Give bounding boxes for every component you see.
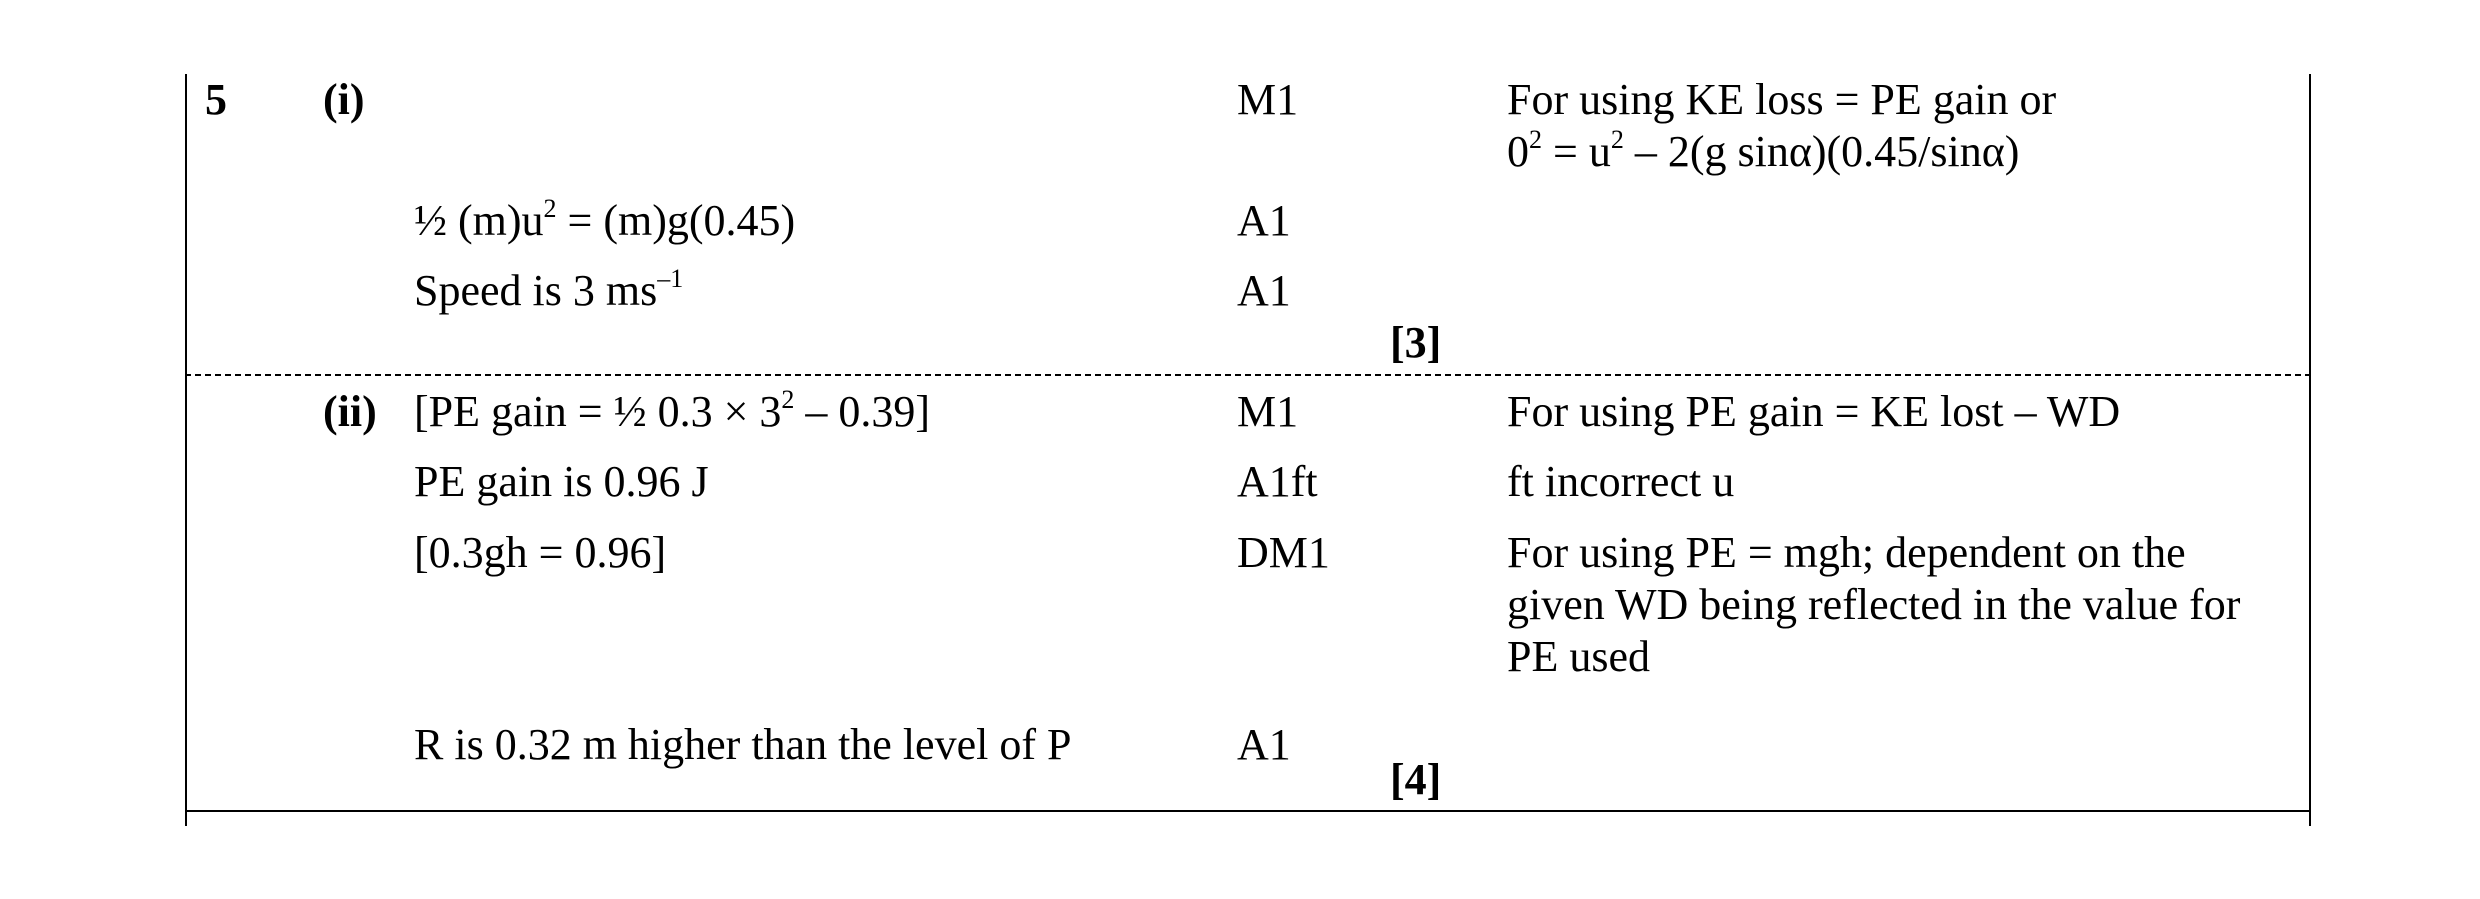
mark-scheme-table (185, 74, 2311, 812)
part-ii-row4-working: R is 0.32 m higher than the level of P (414, 720, 1072, 769)
part-ii-row1-guidance: For using PE gain = KE lost – WD (1507, 387, 2121, 436)
part-i-total: [3] (1390, 318, 1442, 367)
part-ii-label: (ii) (323, 387, 377, 436)
question-number: 5 (205, 75, 227, 124)
part-i-row1-guidance-line2: $0^2 = u^2 - 2(g$ sinα)(0.45/sinα) (1507, 125, 2020, 176)
part-i-row3-working: Speed is 3 $ms^{-1}$ (414, 264, 684, 315)
part-ii-row1-mark: M1 (1237, 387, 1299, 436)
part-divider-dashed (185, 374, 2311, 376)
table-bottom-border (185, 810, 2311, 812)
part-ii-row3-working: [0.3gh = 0.96] (414, 528, 667, 577)
part-i-row2-working: ½ $(m)u^2 = (m)g(0.45)$ (414, 194, 796, 245)
table-left-border (185, 74, 187, 826)
part-i-row1-guidance-line1: For using KE loss = PE gain or (1507, 75, 2057, 124)
table-right-border (2309, 74, 2311, 826)
part-i-row2-mark: A1 (1237, 196, 1291, 245)
part-ii-row3-guidance-line2: given WD being reflected in the value for (1507, 580, 2241, 629)
part-ii-total: [4] (1390, 755, 1442, 804)
part-i-label: (i) (323, 75, 365, 124)
part-ii-row2-guidance: ft incorrect u (1507, 457, 1735, 506)
part-ii-row4-mark: A1 (1237, 720, 1291, 769)
part-ii-row3-guidance-line3: PE used (1507, 632, 1650, 681)
part-ii-row2-mark: A1ft (1237, 457, 1318, 506)
part-i-row1-mark: M1 (1237, 75, 1299, 124)
part-ii-row3-guidance-line1: For using PE = mgh; dependent on the (1507, 528, 2186, 577)
part-ii-row1-working: [PE gain = ½ $0.3 \times 3^2 - 0.39$] (414, 385, 931, 436)
part-ii-row2-working: PE gain is 0.96 J (414, 457, 709, 506)
part-i-row3-mark: A1 (1237, 266, 1291, 315)
part-ii-row3-mark: DM1 (1237, 528, 1330, 577)
